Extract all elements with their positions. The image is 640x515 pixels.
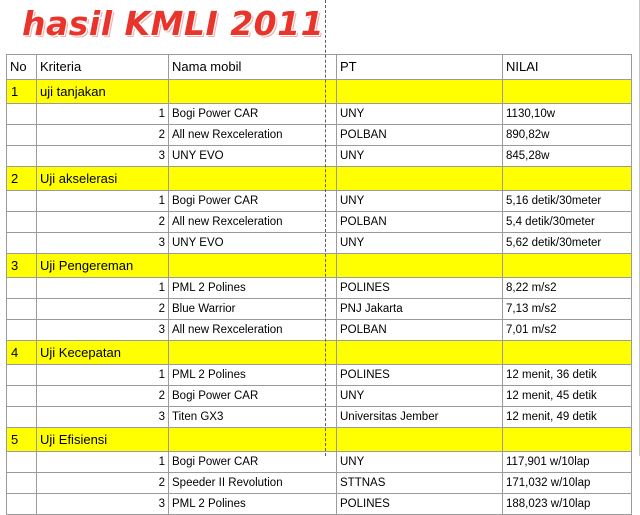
- section-filler-pt: [337, 80, 503, 104]
- row-nilai: 1130,10w: [503, 104, 632, 125]
- section-filler-nilai: [503, 80, 632, 104]
- section-label: Uji Kecepatan: [37, 341, 169, 365]
- section-filler-pt: [337, 254, 503, 278]
- table-row: [7, 320, 632, 341]
- section-row: [7, 254, 632, 278]
- row-blank: [7, 104, 37, 125]
- row-blank: [7, 473, 37, 494]
- table-row: [7, 125, 632, 146]
- row-blank: [7, 191, 37, 212]
- row-nilai: 12 menit, 36 detik: [503, 365, 632, 386]
- row-blank: [7, 299, 37, 320]
- table-row: [7, 386, 632, 407]
- section-filler-nilai: [503, 341, 632, 365]
- row-rank: 1: [37, 278, 169, 299]
- section-label: Uji akselerasi: [37, 167, 169, 191]
- header-cell-nama-mobil: Nama mobil: [169, 55, 337, 80]
- row-blank: [7, 494, 37, 515]
- row-blank: [7, 320, 37, 341]
- results-table: [6, 54, 632, 515]
- table-row: [7, 407, 632, 428]
- row-pt: POLBAN: [337, 212, 503, 233]
- section-number: 4: [7, 341, 37, 365]
- row-blank: [7, 386, 37, 407]
- row-nama-mobil: All new Rexceleration: [169, 320, 337, 341]
- table-row: [7, 278, 632, 299]
- row-nama-mobil: PML 2 Polines: [169, 365, 337, 386]
- row-pt: UNY: [337, 191, 503, 212]
- row-pt: UNY: [337, 452, 503, 473]
- section-label: uji tanjakan: [37, 80, 169, 104]
- row-nama-mobil: Speeder II Revolution: [169, 473, 337, 494]
- row-nama-mobil: Bogi Power CAR: [169, 191, 337, 212]
- row-nilai: 5,16 detik/30meter: [503, 191, 632, 212]
- row-rank: 3: [37, 146, 169, 167]
- section-filler-nilai: [503, 254, 632, 278]
- row-pt: PNJ Jakarta: [337, 299, 503, 320]
- row-pt: UNY: [337, 104, 503, 125]
- row-nilai: 117,901 w/10lap: [503, 452, 632, 473]
- row-blank: [7, 278, 37, 299]
- row-rank: 3: [37, 320, 169, 341]
- row-pt: POLINES: [337, 494, 503, 515]
- section-filler-pt: [337, 341, 503, 365]
- section-row: [7, 80, 632, 104]
- row-nama-mobil: All new Rexceleration: [169, 212, 337, 233]
- row-pt: STTNAS: [337, 473, 503, 494]
- table-body: [7, 55, 632, 515]
- section-filler-nilai: [503, 167, 632, 191]
- section-filler-pt: [337, 428, 503, 452]
- row-nama-mobil: Blue Warrior: [169, 299, 337, 320]
- row-nama-mobil: Bogi Power CAR: [169, 104, 337, 125]
- section-row: [7, 428, 632, 452]
- header-cell-kriteria: Kriteria: [37, 55, 169, 80]
- row-pt: POLBAN: [337, 125, 503, 146]
- section-number: 3: [7, 254, 37, 278]
- row-blank: [7, 452, 37, 473]
- table-row: [7, 452, 632, 473]
- row-nilai: 12 menit, 49 detik: [503, 407, 632, 428]
- header-cell-nilai: NILAI: [503, 55, 632, 80]
- section-filler-nilai: [503, 428, 632, 452]
- row-nama-mobil: UNY EVO: [169, 146, 337, 167]
- row-blank: [7, 233, 37, 254]
- row-blank: [7, 365, 37, 386]
- section-filler-nama: [169, 167, 337, 191]
- row-nama-mobil: UNY EVO: [169, 233, 337, 254]
- section-number: 1: [7, 80, 37, 104]
- header-cell-no: No: [7, 55, 37, 80]
- row-rank: 1: [37, 191, 169, 212]
- section-number: 2: [7, 167, 37, 191]
- title-area: [0, 0, 640, 54]
- table-row: [7, 299, 632, 320]
- row-nilai: 5,62 detik/30meter: [503, 233, 632, 254]
- row-blank: [7, 146, 37, 167]
- section-label: Uji Pengereman: [37, 254, 169, 278]
- row-rank: 1: [37, 104, 169, 125]
- table-row: [7, 494, 632, 515]
- section-row: [7, 341, 632, 365]
- row-pt: POLBAN: [337, 320, 503, 341]
- row-rank: 2: [37, 299, 169, 320]
- row-rank: 3: [37, 407, 169, 428]
- row-rank: 3: [37, 494, 169, 515]
- row-nama-mobil: Bogi Power CAR: [169, 386, 337, 407]
- row-nama-mobil: Bogi Power CAR: [169, 452, 337, 473]
- table-row: [7, 146, 632, 167]
- row-nama-mobil: PML 2 Polines: [169, 278, 337, 299]
- row-rank: 2: [37, 212, 169, 233]
- table-header-row: [7, 55, 632, 80]
- row-nilai: 12 menit, 45 detik: [503, 386, 632, 407]
- row-rank: 1: [37, 365, 169, 386]
- row-pt: POLINES: [337, 278, 503, 299]
- header-cell-pt: PT: [337, 55, 503, 80]
- row-rank: 2: [37, 125, 169, 146]
- row-rank: 3: [37, 233, 169, 254]
- table-row: [7, 473, 632, 494]
- table-row: [7, 104, 632, 125]
- row-pt: Universitas Jember: [337, 407, 503, 428]
- row-nilai: 5,4 detik/30meter: [503, 212, 632, 233]
- row-nilai: 7,01 m/s2: [503, 320, 632, 341]
- section-filler-nama: [169, 341, 337, 365]
- row-nilai: 7,13 m/s2: [503, 299, 632, 320]
- section-filler-nama: [169, 254, 337, 278]
- page-break-guide: [325, 0, 326, 456]
- row-nama-mobil: All new Rexceleration: [169, 125, 337, 146]
- row-pt: UNY: [337, 233, 503, 254]
- section-filler-pt: [337, 167, 503, 191]
- row-blank: [7, 407, 37, 428]
- row-pt: UNY: [337, 146, 503, 167]
- row-rank: 2: [37, 386, 169, 407]
- row-nilai: 890,82w: [503, 125, 632, 146]
- row-blank: [7, 125, 37, 146]
- section-filler-nama: [169, 80, 337, 104]
- row-pt: UNY: [337, 386, 503, 407]
- section-row: [7, 167, 632, 191]
- row-nama-mobil: Titen GX3: [169, 407, 337, 428]
- table-row: [7, 233, 632, 254]
- row-nilai: 188,023 w/10lap: [503, 494, 632, 515]
- table-row: [7, 212, 632, 233]
- page-title: hasil KMLI 2011: [22, 4, 325, 43]
- row-nilai: 845,28w: [503, 146, 632, 167]
- section-label: Uji Efisiensi: [37, 428, 169, 452]
- row-pt: POLINES: [337, 365, 503, 386]
- table-row: [7, 365, 632, 386]
- row-rank: 2: [37, 473, 169, 494]
- row-rank: 1: [37, 452, 169, 473]
- row-nama-mobil: PML 2 Polines: [169, 494, 337, 515]
- row-nilai: 8,22 m/s2: [503, 278, 632, 299]
- section-number: 5: [7, 428, 37, 452]
- section-filler-nama: [169, 428, 337, 452]
- table-row: [7, 191, 632, 212]
- row-blank: [7, 212, 37, 233]
- row-nilai: 171,032 w/10lap: [503, 473, 632, 494]
